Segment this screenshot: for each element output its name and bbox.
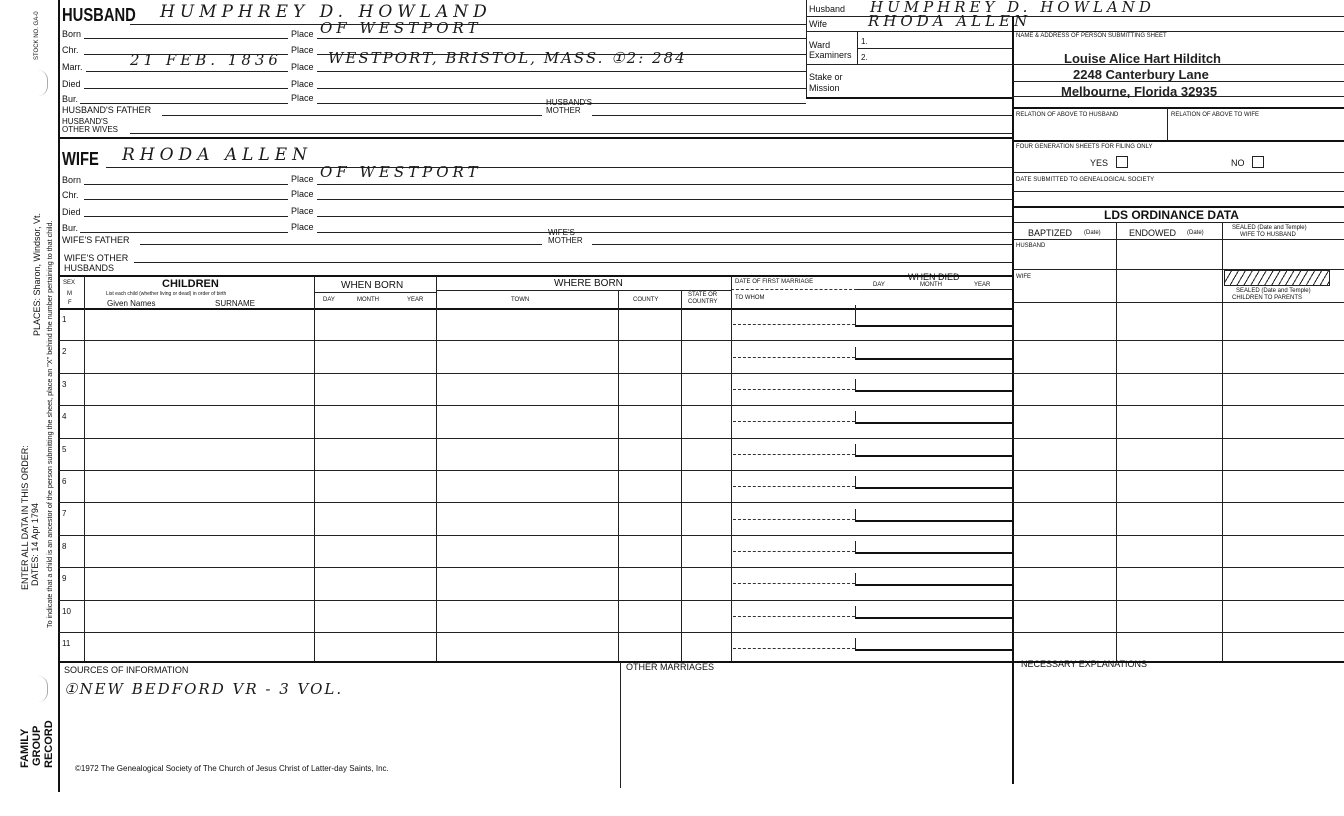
when-died-header: WHEN DIED <box>908 272 960 282</box>
where-born-header: WHERE BORN <box>554 278 623 289</box>
child-row-number: 10 <box>62 606 71 616</box>
punch-hole-arc <box>38 676 48 702</box>
lds-sealed-children-label-2: CHILDREN TO PARENTS <box>1232 295 1303 301</box>
stake-label-2: Mission <box>809 83 840 93</box>
husband-other-wives-label-2: OTHER WIVES <box>62 125 119 134</box>
lds-husband-label: HUSBAND <box>1016 243 1046 249</box>
husband-born-place-label: Place <box>291 29 314 39</box>
places-note: PLACES: Sharon, Windsor, Vt. <box>32 212 42 336</box>
husband-died-label: Died <box>62 79 81 89</box>
right-husband-label: Husband <box>809 4 846 14</box>
wife-mother-label-1: WIFE'S <box>548 228 575 237</box>
husband-died-place-label: Place <box>291 79 314 89</box>
children-note: List each child (whether living or dead) in order of birth <box>106 291 227 297</box>
child-row-number: 5 <box>62 444 67 454</box>
copyright-notice: ©1972 The Genealogical Society of The Church of Jesus Christ of Latter-day Saints, Inc. <box>75 764 389 773</box>
four-generation-no-checkbox[interactable] <box>1252 156 1264 168</box>
lds-title: LDS ORDINANCE DATA <box>1104 208 1239 222</box>
stock-number: STOCK NO. GA-0 <box>34 11 40 60</box>
husband-chr-label: Chr. <box>62 45 79 55</box>
submitter-address-line2: 2248 Canterbury Lane <box>1073 67 1209 82</box>
child-row-number: 1 <box>62 315 67 324</box>
lds-wife-label: WIFE <box>1016 274 1031 280</box>
examiner-2: 2. <box>861 53 868 62</box>
children-header: CHILDREN <box>162 278 219 290</box>
husband-bur-label: Bur. <box>62 94 79 104</box>
child-row-number: 3 <box>62 379 67 389</box>
died-month-header: MONTH <box>920 282 942 288</box>
died-day-header: DAY <box>873 282 885 288</box>
form-name-record: RECORD <box>43 720 55 768</box>
husband-born-place[interactable]: OF WESTPORT <box>320 19 482 37</box>
relation-to-wife-label: RELATION OF ABOVE TO WIFE <box>1171 112 1260 118</box>
lds-baptized-label: BAPTIZED <box>1028 228 1073 238</box>
submitter-address-line1: Louise Alice Hart Hilditch <box>1064 51 1221 66</box>
lds-sealed-children-label-1: SEALED (Date and Temple) <box>1236 288 1311 294</box>
table-row[interactable] <box>58 567 1344 599</box>
date-first-marriage-header: DATE OF FIRST MARRIAGE <box>735 279 814 285</box>
state-header-1: STATE OR <box>688 292 718 298</box>
when-born-header: WHEN BORN <box>341 280 404 291</box>
wife-mother-label-2: MOTHER <box>548 236 583 245</box>
wife-born-label: Born <box>62 175 82 185</box>
lds-baptized-date-label: (Date) <box>1084 230 1101 236</box>
lds-sealed-wife-label-2: WIFE TO HUSBAND <box>1240 232 1296 238</box>
sex-header: SEX <box>63 280 76 286</box>
table-row[interactable] <box>58 470 1344 502</box>
sources-label: SOURCES OF INFORMATION <box>64 665 189 675</box>
husband-chr-place-label: Place <box>291 45 314 55</box>
born-year-header: YEAR <box>407 297 424 303</box>
child-row-number: 6 <box>62 477 67 486</box>
table-row[interactable] <box>58 405 1344 437</box>
born-month-header: MONTH <box>357 297 379 303</box>
dates-note: DATES: 14 Apr 1794 <box>30 503 40 586</box>
examiner-1: 1. <box>861 37 868 46</box>
child-row-number: 2 <box>62 347 67 357</box>
other-marriages-label: OTHER MARRIAGES <box>626 662 715 672</box>
husband-marr-label: Marr. <box>62 62 83 72</box>
state-header-2: COUNTRY <box>688 299 718 305</box>
right-wife-name[interactable]: RHODA ALLEN <box>868 12 1032 30</box>
lds-hatched-cell <box>1224 270 1330 286</box>
four-generation-yes-checkbox[interactable] <box>1116 156 1128 168</box>
husband-marr-place-label: Place <box>291 62 314 72</box>
table-row[interactable] <box>58 373 1344 405</box>
examiners-label: Examiners <box>809 50 852 60</box>
punch-hole-arc <box>38 70 48 96</box>
given-names-header: Given Names <box>107 299 156 308</box>
wife-heading: WIFE <box>62 149 99 169</box>
child-row-number: 4 <box>62 412 67 422</box>
lds-sealed-wife-label-1: SEALED (Date and Temple) <box>1232 225 1307 231</box>
husband-bur-place-label: Place <box>291 93 314 103</box>
wife-bur-label: Bur. <box>62 223 79 233</box>
wife-chr-label: Chr. <box>62 190 79 200</box>
wife-bur-place-label: Place <box>291 222 314 232</box>
form-name-group: GROUP <box>31 725 43 766</box>
ancestor-instruction: To indicate that a child is an ancestor of the person submitting the sheet, place an "X" behind the number pertaining to that child. <box>45 220 54 628</box>
child-row-number: 9 <box>62 574 67 584</box>
child-row-number: 7 <box>62 509 67 519</box>
right-wife-label: Wife <box>809 19 827 29</box>
husband-father-label: HUSBAND'S FATHER <box>62 105 152 115</box>
sex-m-header: M <box>67 291 72 297</box>
town-header: TOWN <box>511 297 530 303</box>
four-generation-yes-label: YES <box>1090 158 1109 168</box>
wife-father-label: WIFE'S FATHER <box>62 235 130 245</box>
to-whom-header: TO WHOM <box>735 295 765 301</box>
table-row[interactable] <box>58 535 1344 567</box>
relation-to-husband-label: RELATION OF ABOVE TO HUSBAND <box>1016 112 1119 118</box>
wife-died-place-label: Place <box>291 206 314 216</box>
child-row-number: 11 <box>62 639 71 648</box>
table-row[interactable] <box>58 308 1344 340</box>
wife-other-husbands-label-1: WIFE'S OTHER <box>64 253 129 263</box>
husband-born-label: Born <box>62 29 82 39</box>
enter-all-note: ENTER ALL DATA IN THIS ORDER: <box>20 445 30 590</box>
wife-born-place-label: Place <box>291 174 314 184</box>
table-row[interactable] <box>58 340 1344 372</box>
table-row[interactable] <box>58 502 1344 534</box>
sources-value[interactable]: ①NEW BEDFORD VR - 3 VOL. <box>64 680 344 698</box>
wife-died-label: Died <box>62 207 81 217</box>
wife-born-place[interactable]: OF WESTPORT <box>320 163 482 181</box>
husband-marr-date[interactable]: 21 FEB. 1836 <box>130 51 282 69</box>
sex-f-header: F <box>68 300 72 306</box>
submitter-address-line3: Melbourne, Florida 32935 <box>1061 84 1218 99</box>
child-row-number: 8 <box>62 541 67 551</box>
husband-name[interactable]: HUMPHREY D. HOWLAND <box>160 2 492 22</box>
county-header: COUNTY <box>633 297 659 303</box>
four-generation-label: FOUR GENERATION SHEETS FOR FILING ONLY <box>1016 144 1153 150</box>
right-husband-name[interactable]: HUMPHREY D. HOWLAND <box>870 0 1155 16</box>
lds-endowed-date-label: (Date) <box>1187 230 1204 236</box>
wife-name[interactable]: RHODA ALLEN <box>122 145 313 165</box>
husband-other-wives-label-1: HUSBAND'S <box>62 117 108 126</box>
lds-endowed-label: ENDOWED <box>1129 228 1176 238</box>
table-row[interactable] <box>58 632 1344 664</box>
stake-label-1: Stake or <box>809 72 843 82</box>
husband-heading: HUSBAND <box>62 5 136 25</box>
surname-header: SURNAME <box>215 299 256 308</box>
form-name-family: FAMILY <box>19 728 31 768</box>
wife-chr-place-label: Place <box>291 189 314 199</box>
wife-other-husbands-label-2: HUSBANDS <box>64 263 115 273</box>
necessary-explanations-label: NECESSARY EXPLANATIONS <box>1021 659 1148 669</box>
husband-marr-place[interactable]: WESTPORT, BRISTOL, MASS. ①2: 284 <box>328 49 687 67</box>
submitter-label: NAME & ADDRESS OF PERSON SUBMITTING SHEET <box>1016 33 1167 39</box>
table-row[interactable] <box>58 438 1344 470</box>
husband-mother-label-2: MOTHER <box>546 106 581 115</box>
date-submitted-label: DATE SUBMITTED TO GENEALOGICAL SOCIETY <box>1016 177 1155 183</box>
four-generation-no-label: NO <box>1231 158 1245 168</box>
born-day-header: DAY <box>323 297 335 303</box>
died-year-header: YEAR <box>974 282 991 288</box>
table-row[interactable] <box>58 600 1344 632</box>
husband-mother-label-1: HUSBAND'S <box>546 98 592 107</box>
ward-label: Ward <box>809 40 831 50</box>
